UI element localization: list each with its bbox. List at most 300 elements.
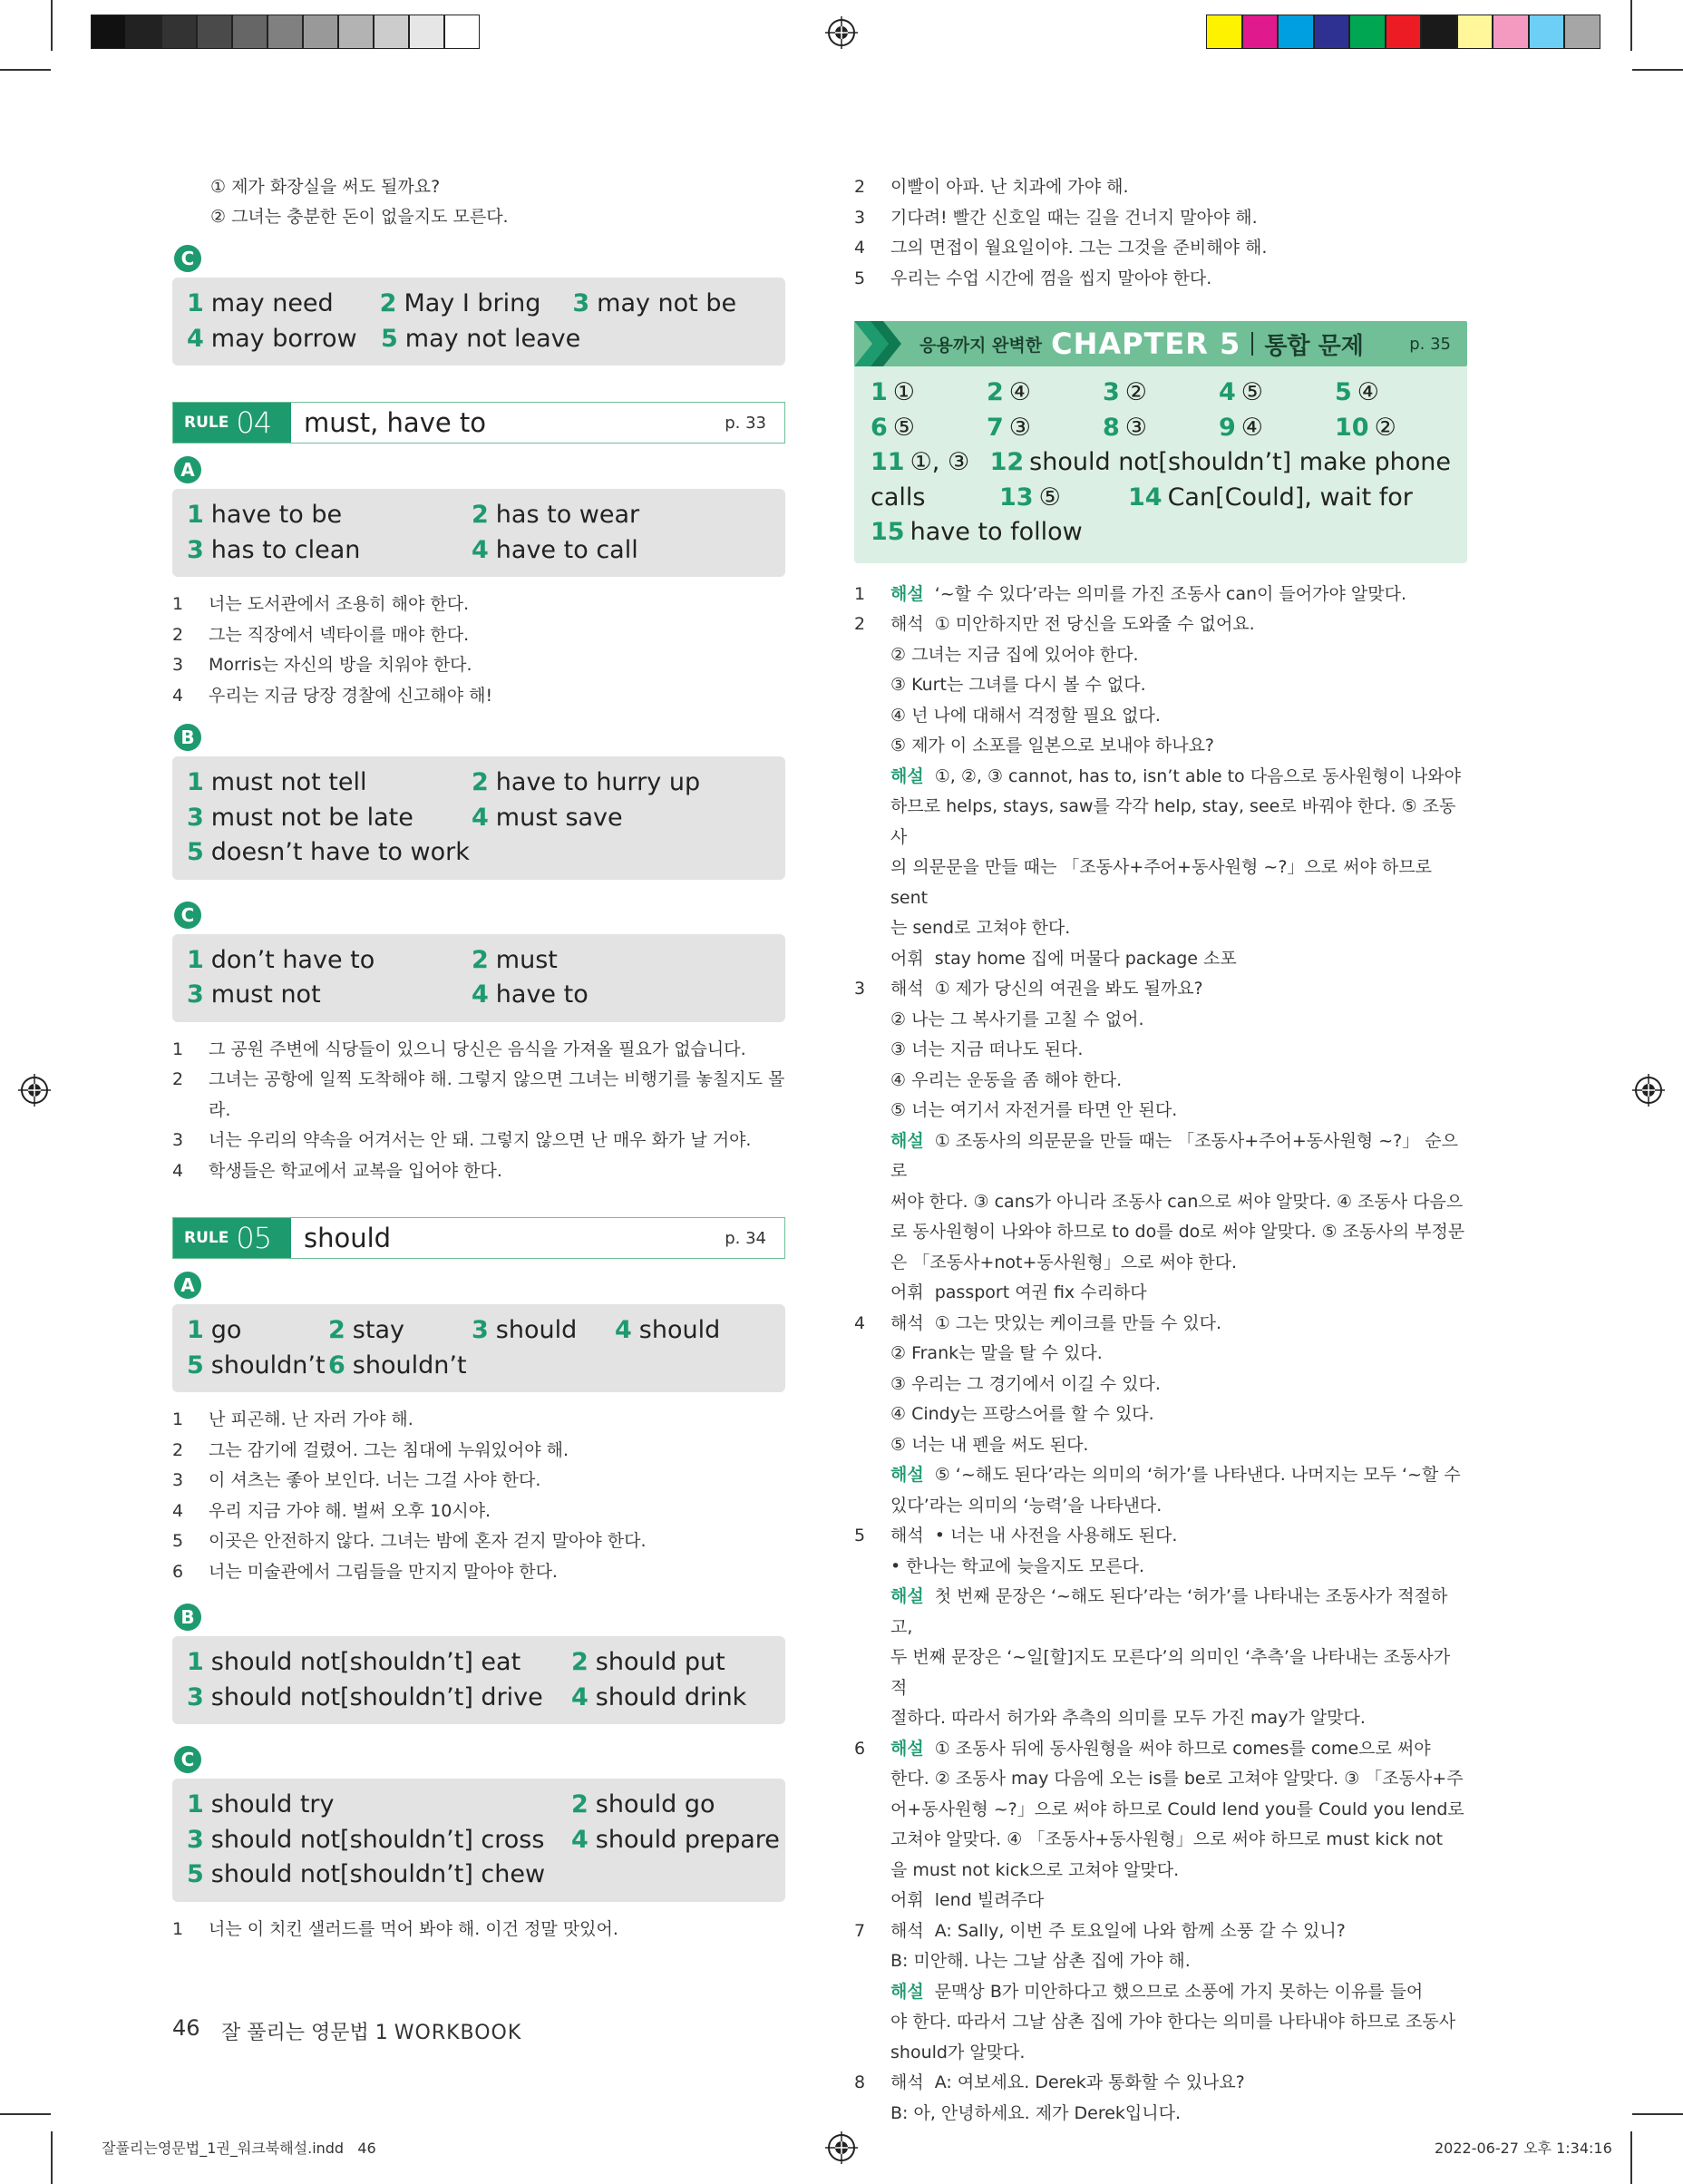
answer-number: 1: [187, 1790, 204, 1818]
answer-row: [187, 943, 771, 979]
gray-swatch: [409, 15, 444, 49]
answer-number: 4: [187, 324, 204, 353]
translation-item: [172, 1065, 785, 1096]
chapter-answer-item: [987, 375, 1103, 411]
answer-row: [187, 1313, 771, 1349]
answer-item: [187, 1857, 571, 1893]
left-column: [172, 172, 785, 1945]
answer-item: [472, 978, 762, 1013]
explanation-line: [854, 853, 1467, 913]
answer-text: ②: [1374, 413, 1396, 442]
crop-mark: [1632, 69, 1683, 71]
line-text: passport 여권 fix 수리하다: [934, 1282, 1147, 1302]
explanations: [854, 580, 1467, 2130]
item-text: 우리 지금 가야 해. 벌써 오후 10시야.: [209, 1500, 491, 1521]
explanation-text: [890, 670, 1467, 701]
line-text: ③ Kurt는 그녀를 다시 볼 수 없다.: [890, 675, 1146, 695]
chapter-answer-row: [871, 411, 1451, 446]
explanation-line: [854, 1339, 1467, 1370]
explanation-line: [854, 1035, 1467, 1066]
explanation-text: [890, 731, 1467, 762]
answer-number: 3: [187, 1825, 204, 1854]
explanation-line: [854, 1460, 1467, 1491]
answer-text: shouldn’t: [210, 1350, 326, 1380]
answer-text: may need: [210, 289, 334, 317]
explanation-line: [854, 1399, 1467, 1430]
answer-number: 1: [187, 1648, 204, 1676]
color-swatch: [1314, 15, 1350, 49]
explanation-line: [854, 1552, 1467, 1583]
explanation-text: [890, 1825, 1467, 1856]
answer-number: 2: [472, 501, 489, 529]
translation-item: [172, 1436, 785, 1467]
answer-text: should not[shouldn’t] cross: [210, 1825, 545, 1854]
crop-mark: [1630, 2131, 1632, 2184]
explanation-line: [854, 1066, 1467, 1097]
answer-number: 3: [472, 1316, 489, 1344]
item-text: 이 셔츠는 좋아 보인다. 너는 그걸 사야 한다.: [209, 1470, 541, 1490]
line-text: 하므로 helps, stays, saw를 각각 help, stay, see로 바꿔야 한다. ⑤ 조동사: [890, 796, 1456, 847]
item-text: 그는 감기에 걸렸어. 그는 침대에 누워있어야 해.: [209, 1439, 569, 1460]
explanation-text: [890, 2007, 1467, 2038]
answer-box: [172, 1304, 785, 1392]
item-number: 4: [172, 1160, 184, 1181]
item-number: 4: [854, 238, 866, 258]
item-number: 2: [172, 1069, 184, 1089]
answer-text: ③: [1008, 413, 1032, 442]
answer-number: 5: [187, 1860, 204, 1888]
answer-text: has to wear: [495, 501, 640, 529]
rule-title: should: [304, 1223, 392, 1253]
eohwi-label: 어휘: [890, 1282, 924, 1302]
rule-number: 04: [236, 405, 272, 440]
explanation-line: [854, 1126, 1467, 1187]
haeseok-label: 해석: [890, 614, 924, 634]
explanation-text: [890, 762, 1467, 793]
line-text: should가 알맞다.: [890, 2042, 1026, 2062]
answer-text: must: [495, 945, 558, 974]
answer-text: should not[shouldn’t] make phone: [1029, 448, 1451, 476]
translation-line: ② 그녀는 충분한 돈이 없을지도 모른다.: [210, 207, 509, 227]
answer-text: have to hurry up: [495, 768, 701, 796]
translation-item: [172, 681, 785, 712]
answer-item: [572, 287, 771, 322]
answer-text: ⑤: [892, 413, 916, 442]
explanation-line: [854, 1370, 1467, 1400]
line-text: 한다. ② 조동사 may 다음에 오는 is를 be로 고쳐야 알맞다. ③ 「조동사+주: [890, 1769, 1464, 1789]
line-text: 어+동사원형 ~?」으로 써야 하므로 Could lend you를 Could you lend로: [890, 1799, 1464, 1819]
line-text: 절하다. 따라서 허가와 추측의 의미를 모두 가진 may가 알맞다.: [890, 1708, 1366, 1728]
chapter-answer-box: [854, 366, 1467, 563]
book-title: [221, 2017, 521, 2045]
explanation-line: [854, 1734, 1467, 1765]
rule-word: RULE: [184, 414, 229, 432]
explanation-text: [890, 1248, 1467, 1279]
line-text: ⑤ ‘~해도 된다’라는 의미의 ‘허가’를 나타낸다. 나머지는 모두 ‘~할 수: [934, 1465, 1461, 1485]
explanation-text: [890, 1977, 1467, 2008]
translation-list: [172, 1405, 785, 1587]
crop-mark: [1630, 0, 1632, 51]
item-number: 5: [854, 268, 866, 288]
answer-box: [172, 934, 785, 1022]
explanation-line: [854, 974, 1467, 1005]
answer-text: should prepare: [595, 1825, 780, 1854]
answer-item: [571, 1823, 780, 1858]
explanation-text: [890, 2068, 1467, 2099]
answer-text: ④: [1240, 413, 1264, 442]
answer-item: [571, 1788, 771, 1823]
translation-item: [854, 264, 1467, 295]
answer-text: ①, ③: [910, 448, 970, 476]
answer-text: should go: [595, 1790, 715, 1818]
explanation-text: [890, 1430, 1467, 1461]
answer-number: 2: [472, 768, 489, 796]
translation-item: [172, 590, 785, 620]
item-text: 그녀는 공항에 일찍 도착해야 해. 그렇지 않으면 그녀는 비행기를 놓칠지도 몰: [209, 1069, 785, 1089]
item-text: 우리는 지금 당장 경찰에 신고해야 해!: [209, 685, 493, 706]
answer-text: must not tell: [210, 768, 367, 796]
answer-number: 2: [328, 1316, 345, 1344]
haeseok-label: 해석: [890, 1920, 924, 1941]
eohwi-label: 어휘: [890, 1890, 924, 1910]
answer-item: [472, 801, 762, 836]
line-text: A: Sally, 이번 주 토요일에 나와 함께 소풍 갈 수 있니?: [934, 1920, 1346, 1941]
explanation-text: [890, 944, 1467, 975]
explanation-line: [854, 1005, 1467, 1036]
answer-text: must not be late: [210, 803, 413, 832]
item-number: 6: [854, 1738, 866, 1759]
explanation-line: [854, 1491, 1467, 1522]
chapter-answer-item: [1219, 411, 1335, 446]
explanation-line: [854, 1187, 1467, 1218]
line-text: 두 번째 문장은 ‘~일[할]지도 모른다’의 의미인 ‘추측’을 나타내는 조동사가 적: [890, 1647, 1451, 1698]
chapter-answer-item: [871, 375, 987, 411]
answer-number: 3: [572, 289, 590, 317]
chapter-answer-row: [871, 481, 1451, 516]
item-number: 5: [854, 1526, 866, 1545]
line-text: ③ 우리는 그 경기에서 이길 수 있다.: [890, 1373, 1161, 1394]
chapter-subtitle: 통합 문제: [1264, 332, 1364, 360]
explanation-line: [854, 1643, 1467, 1703]
answer-number: 5: [381, 324, 398, 353]
color-swatch: [1242, 15, 1279, 49]
explanation-text: [890, 853, 1467, 913]
answer-row: [187, 765, 771, 801]
gray-swatch: [232, 15, 268, 49]
answer-item: [328, 1349, 472, 1384]
section-letter-badge: A: [174, 456, 201, 483]
explanation-text: [890, 1460, 1467, 1491]
answer-number: 6: [871, 413, 888, 442]
color-swatch: [1564, 15, 1600, 49]
item-text: 난 피곤해. 난 자러 가야 해.: [209, 1409, 413, 1429]
explanation-text: [890, 1795, 1467, 1826]
gray-swatch: [338, 15, 374, 49]
haeseol-label: 해설: [890, 1586, 924, 1606]
chapter-answer-row: [871, 375, 1451, 411]
chapter-prefix: 응용까지 완벽한: [919, 335, 1043, 356]
explanation-text: [890, 1764, 1467, 1795]
answer-text: Can[Could], wait for: [1167, 483, 1413, 512]
answer-number: 15: [871, 518, 905, 546]
rule-tag: [173, 1218, 291, 1258]
gray-swatch: [126, 15, 161, 49]
line-text: 첫 번째 문장은 ‘~해도 된다’라는 ‘허가’를 나타내는 조동사가 적절하고,: [890, 1586, 1448, 1637]
answer-text: should not[shouldn’t] eat: [210, 1648, 521, 1676]
answer-number: 3: [187, 980, 204, 1009]
answer-number: 1: [187, 1316, 204, 1344]
translation-item: [172, 650, 785, 681]
translation-item: [172, 1466, 785, 1497]
item-text: 너는 도서관에서 조용히 해야 한다.: [209, 594, 470, 614]
translation-item: [172, 1126, 785, 1156]
answer-text: have to be: [210, 501, 343, 529]
item-text: 너는 이 치킨 샐러드를 먹어 봐야 해. 이건 정말 맛있어.: [209, 1918, 618, 1939]
line-text: ② 나는 그 복사기를 고칠 수 없어.: [890, 1009, 1144, 1029]
vocab-line: [854, 1886, 1467, 1916]
explanation-line: [854, 701, 1467, 732]
chapter-header: [854, 321, 1467, 366]
explanation-text: [890, 1278, 1467, 1309]
answer-item: [187, 287, 380, 322]
answer-text: should: [638, 1316, 721, 1344]
answer-number: 1: [871, 378, 888, 406]
explanation-text: [890, 1552, 1467, 1583]
answer-item: [615, 1313, 760, 1349]
answer-number: 3: [187, 535, 204, 564]
chapter-answer-item: [990, 445, 1451, 481]
translation-line: ① 제가 화장실을 써도 될까요?: [210, 177, 441, 197]
answer-text: should drink: [595, 1682, 747, 1711]
item-number: 4: [172, 685, 184, 706]
item-text: 그는 직장에서 넥타이를 매야 한다.: [209, 624, 470, 645]
answer-text: ④: [1008, 378, 1032, 406]
item-number: 2: [854, 614, 866, 634]
item-text: 그의 면접이 월요일이야. 그는 그것을 준비해야 해.: [890, 238, 1268, 258]
explanation-text: [890, 1035, 1467, 1066]
line-text: 는 send로 고쳐야 한다.: [890, 918, 1071, 938]
explanation-line: [854, 792, 1467, 853]
chapter-answer-item: [871, 445, 990, 481]
haeseok-label: 해석: [890, 1312, 924, 1333]
line-text: A: 여보세요. Derek과 통화할 수 있나요?: [934, 2072, 1245, 2092]
answer-item: [472, 533, 762, 569]
answer-number: 12: [989, 448, 1025, 476]
answer-number: 10: [1335, 413, 1369, 442]
item-number: 1: [854, 583, 866, 604]
chevron-arrow-icon: [854, 321, 909, 366]
line-text: ①, ②, ③ cannot, has to, isn’t able to 다음으로 동사원형이 나와야: [934, 765, 1462, 786]
page-number: 46: [172, 2015, 200, 2041]
explanation-line: [854, 1946, 1467, 1977]
item-number: 1: [172, 1918, 184, 1939]
explanation-line: [854, 1825, 1467, 1856]
chapter-answer-row: [871, 515, 1451, 551]
answer-text: May I bring: [404, 289, 541, 317]
registration-mark-icon: [1632, 1074, 1665, 1107]
answer-text: may not be: [597, 289, 737, 317]
answer-number: 5: [187, 1350, 204, 1380]
answer-text: ⑤: [1240, 378, 1264, 406]
answer-item: [187, 322, 381, 357]
chapter-answer-item: [1335, 375, 1451, 411]
line-text: 을 must not kick으로 고쳐야 알맞다.: [890, 1859, 1180, 1880]
eohwi-label: 어휘: [890, 948, 924, 969]
line-text: • 너는 내 사전을 사용해도 된다.: [934, 1526, 1178, 1545]
color-swatch: [1529, 15, 1565, 49]
explanation-line: [854, 2038, 1467, 2069]
explanation-line: [854, 609, 1467, 640]
answer-number: 2: [571, 1790, 589, 1818]
item-number: 3: [854, 207, 866, 228]
line-text: ① 제가 당신의 여권을 봐도 될까요?: [934, 979, 1203, 999]
explanation-line: [854, 1430, 1467, 1461]
line-text: ⑤ 너는 내 펜을 써도 된다.: [890, 1434, 1089, 1455]
chapter-answer-item: [871, 411, 987, 446]
answer-number: 8: [1103, 413, 1120, 442]
answer-item: [187, 1349, 328, 1384]
answer-row: [187, 801, 771, 836]
vocab-line: [854, 1278, 1467, 1309]
crop-mark: [1632, 2113, 1683, 2115]
answer-text: may borrow: [210, 324, 357, 353]
line-text: 야 한다. 따라서 그날 삼촌 집에 가야 한다는 의미를 나타내야 하므로 조동사: [890, 2012, 1456, 2032]
color-swatch: [1206, 15, 1242, 49]
answer-number: 4: [1219, 378, 1236, 406]
slug-file: [102, 2137, 376, 2158]
explanation-line: [854, 913, 1467, 944]
color-swatch: [1386, 15, 1422, 49]
answer-number: 1: [187, 501, 204, 529]
item-number: 2: [172, 624, 184, 645]
answer-item: [328, 1313, 472, 1349]
item-text: 기다려! 빨간 신호일 때는 길을 건너지 말아야 해.: [890, 207, 1258, 228]
slug-file-page: 46: [357, 2140, 376, 2157]
chapter-answer-item: [987, 411, 1103, 446]
answer-text: doesn’t have to work: [210, 838, 470, 866]
item-number: 3: [172, 1130, 184, 1150]
answer-text: should not[shouldn’t] chew: [210, 1860, 546, 1888]
color-swatch: [1421, 15, 1457, 49]
gray-swatch: [444, 15, 480, 49]
slug-file-name: 잘풀리는영문법_1권_워크북해설.indd: [102, 2140, 345, 2157]
explanation-text: [890, 640, 1467, 671]
answer-text: ④: [1357, 378, 1380, 406]
line-text: 있다’라는 의미의 ‘능력’을 나타낸다.: [890, 1495, 1163, 1516]
registration-mark-icon: [18, 1074, 51, 1107]
crop-mark: [0, 69, 51, 71]
explanation-text: [890, 1066, 1467, 1097]
section-letter-badge: B: [174, 724, 201, 751]
rule-number: 05: [236, 1221, 272, 1255]
translation-item: [854, 172, 1467, 203]
translation-item: [172, 620, 785, 651]
line-text: 의 의문문을 만들 때는 「조동사+주어+동사원형 ~?」으로 써야 하므로 sent: [890, 857, 1432, 908]
explanation-text: [890, 2038, 1467, 2069]
crop-mark: [51, 2131, 53, 2184]
chapter-answer-item: [1128, 481, 1413, 516]
translation-list: [172, 1915, 785, 1945]
explanation-line: [854, 1703, 1467, 1734]
chapter-answer-item: [871, 481, 999, 516]
rule-page-ref: p. 34: [725, 1228, 766, 1248]
explanation-line: [854, 762, 1467, 793]
chapter-answer-row: [871, 445, 1451, 481]
answer-row: [187, 498, 771, 533]
translation-item: [172, 1915, 785, 1945]
chapter-answer-item: [1103, 411, 1219, 446]
translation-item: [172, 1035, 785, 1066]
explanation-line: [854, 1764, 1467, 1795]
answer-text: have to call: [495, 535, 638, 564]
haeseol-label: 해설: [890, 1130, 924, 1151]
book-title-ko: 잘 풀리는 영문법 1: [221, 2022, 388, 2044]
item-number: 4: [172, 1500, 184, 1521]
item-number: 1: [172, 594, 184, 614]
haeseok-label: 해석: [890, 979, 924, 999]
answer-item: [381, 322, 581, 357]
line-text: ④ 우리는 운동을 좀 해야 한다.: [890, 1069, 1123, 1090]
answer-text: has to clean: [210, 535, 361, 564]
rule-word: RULE: [184, 1229, 229, 1247]
answer-text: have to: [495, 980, 589, 1009]
explanation-line: [854, 1977, 1467, 2008]
translation-item: [172, 1526, 785, 1557]
answer-text: go: [210, 1316, 242, 1344]
haeseol-label: 해설: [890, 1738, 924, 1759]
item-text: 너는 미술관에서 그림들을 만지지 말아야 한다.: [209, 1561, 558, 1582]
explanation-line: [854, 1096, 1467, 1126]
answer-item: [187, 1823, 571, 1858]
answer-number: 2: [379, 289, 397, 317]
answer-box: [172, 1636, 785, 1724]
answer-number: 5: [1335, 378, 1352, 406]
registration-mark-icon: [825, 16, 858, 49]
line-text: ① 미안하지만 전 당신을 도와줄 수 없어요.: [934, 614, 1255, 634]
line-text: 은 「조동사+not+동사원형」으로 써야 한다.: [890, 1252, 1238, 1272]
rule-header: [172, 402, 785, 444]
translation-item: [854, 233, 1467, 264]
answer-item: [187, 801, 472, 836]
answer-item: [187, 978, 472, 1013]
answer-item: [187, 835, 472, 871]
answer-text: should try: [210, 1790, 335, 1818]
answer-text: must not: [210, 980, 321, 1009]
explanation-text: [890, 974, 1467, 1005]
answer-number: 5: [187, 838, 204, 866]
explanation-line: [854, 2099, 1467, 2130]
rule-title: must, have to: [304, 407, 487, 438]
explanation-text: [890, 1582, 1467, 1643]
line-text: ④ Cindy는 프랑스어를 할 수 있다.: [890, 1404, 1154, 1424]
answer-number: 1: [187, 945, 204, 974]
answer-box: [172, 489, 785, 577]
translation-item: [172, 1557, 785, 1588]
answer-item: [187, 943, 472, 979]
answer-number: 14: [1128, 483, 1163, 512]
answer-item: [472, 498, 762, 533]
answer-number: 4: [472, 980, 489, 1009]
explanation-text: [890, 1126, 1467, 1187]
line-text: 고쳐야 알맞다. ④ 「조동사+동사원형」으로 써야 하므로 must kick not: [890, 1829, 1444, 1849]
item-number: 7: [854, 1920, 866, 1941]
answer-row: [187, 1349, 771, 1384]
gray-swatch: [197, 15, 232, 49]
gray-swatch: [91, 15, 126, 49]
explanation-text: [890, 1643, 1467, 1703]
answer-number: 4: [472, 535, 489, 564]
section-letter-badge: C: [174, 245, 201, 272]
